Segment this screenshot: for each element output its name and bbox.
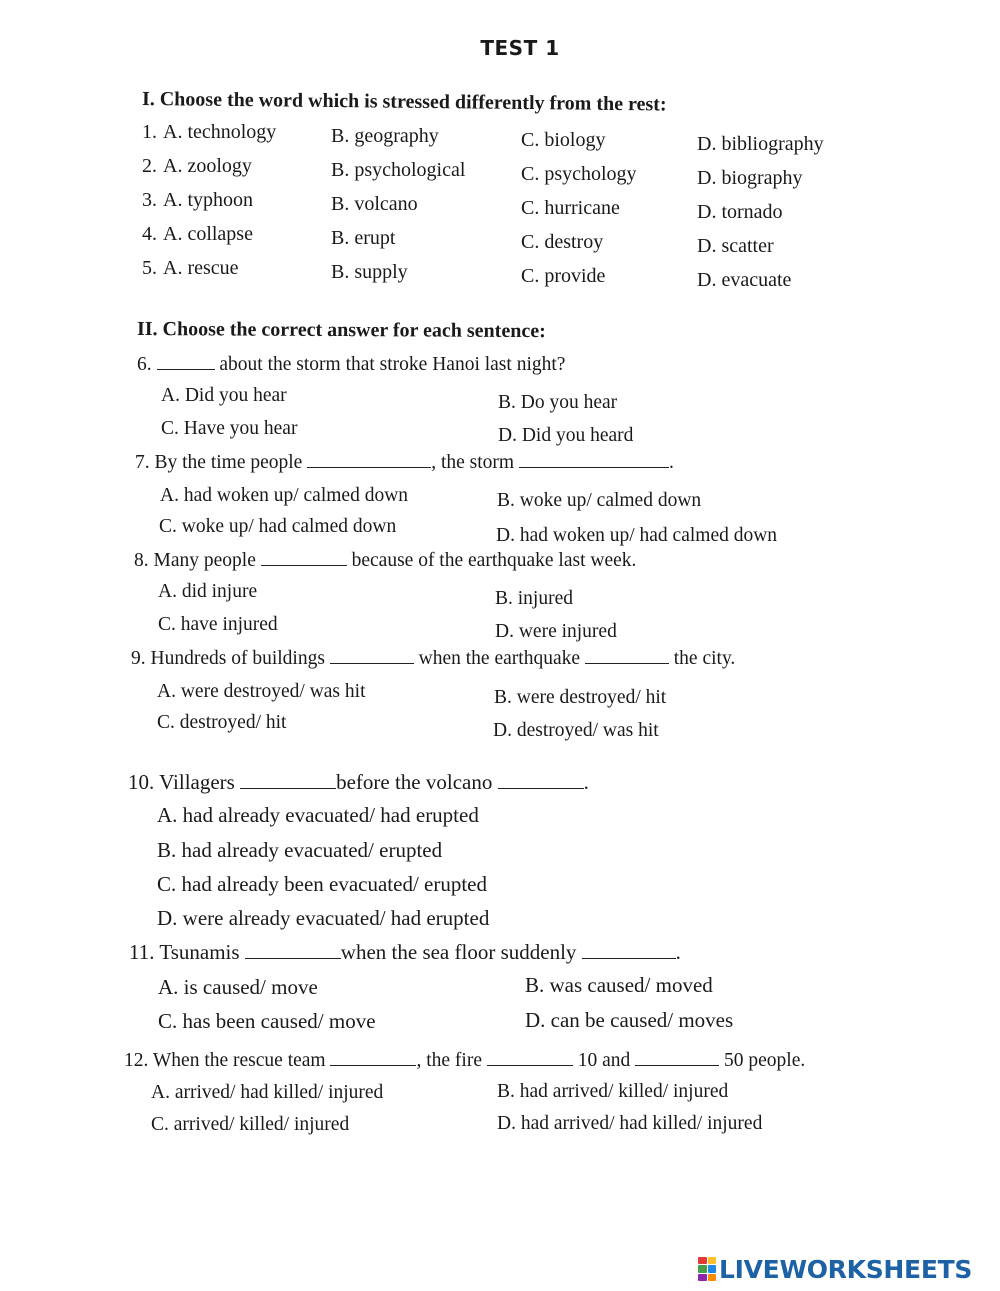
stress-q4-d[interactable]: D. scatter — [697, 235, 774, 257]
stress-q5-num: 5. — [142, 257, 157, 279]
question-8 — [134, 549, 636, 572]
option-8b[interactable]: B. injured — [495, 588, 573, 609]
question-7-text-1: 7. By the time people — [135, 452, 303, 473]
option-9c[interactable]: C. destroyed/ hit — [157, 712, 287, 733]
answer-blank[interactable] — [519, 451, 669, 468]
answer-blank[interactable] — [245, 942, 341, 959]
logo-square — [698, 1265, 707, 1272]
option-7a[interactable]: A. had woken up/ calmed down — [160, 485, 409, 506]
stress-q3-b[interactable]: B. volcano — [331, 193, 418, 215]
stress-q4-c[interactable]: C. destroy — [521, 231, 604, 253]
option-10b[interactable]: B. had already evacuated/ erupted — [157, 838, 443, 862]
option-12a[interactable]: A. arrived/ had killed/ injured — [151, 1082, 384, 1103]
answer-blank[interactable] — [157, 353, 215, 370]
answer-blank[interactable] — [585, 647, 669, 664]
option-12c[interactable]: C. arrived/ killed/ injured — [151, 1114, 350, 1135]
option-10c[interactable]: C. had already been evacuated/ erupted — [157, 872, 488, 896]
stress-q1-c[interactable]: C. biology — [521, 129, 606, 151]
question-12 — [124, 1049, 805, 1072]
stress-q5-a[interactable]: A. rescue — [163, 257, 239, 279]
option-9b[interactable]: B. were destroyed/ hit — [494, 687, 667, 708]
stress-q1-b[interactable]: B. geography — [331, 125, 439, 147]
option-10a[interactable]: A. had already evacuated/ had erupted — [157, 803, 479, 827]
question-11-text-1: 11. Tsunamis — [129, 940, 240, 964]
stress-q5-d[interactable]: D. evacuate — [697, 269, 792, 291]
stress-q2-b[interactable]: B. psychological — [331, 159, 466, 181]
question-12-text-1: 12. When the rescue team — [124, 1050, 326, 1071]
answer-blank[interactable] — [261, 549, 347, 566]
option-6a[interactable]: A. Did you hear — [161, 385, 287, 406]
answer-blank[interactable] — [498, 772, 584, 789]
logo-square — [698, 1274, 707, 1281]
page-title: TEST 1 — [480, 36, 560, 60]
question-6 — [137, 353, 565, 376]
option-8c[interactable]: C. have injured — [158, 614, 278, 635]
option-9d[interactable]: D. destroyed/ was hit — [493, 720, 659, 741]
question-8-text-1: 8. Many people — [134, 550, 256, 571]
logo-square — [708, 1265, 717, 1272]
stress-q2-num: 2. — [142, 155, 157, 177]
stress-q3-d[interactable]: D. tornado — [697, 201, 783, 223]
logo-square — [708, 1274, 717, 1281]
question-6-number: 6. — [137, 354, 152, 375]
stress-q2-a[interactable]: A. zoology — [163, 155, 252, 177]
option-11c[interactable]: C. has been caused/ move — [158, 1009, 376, 1033]
answer-blank[interactable] — [330, 1049, 416, 1066]
option-8d[interactable]: D. were injured — [495, 621, 617, 642]
option-11d[interactable]: D. can be caused/ moves — [525, 1008, 734, 1032]
option-12d[interactable]: D. had arrived/ had killed/ injured — [497, 1113, 763, 1134]
answer-blank[interactable] — [582, 942, 676, 959]
option-9a[interactable]: A. were destroyed/ was hit — [157, 681, 366, 702]
stress-q1-d[interactable]: D. bibliography — [697, 133, 824, 155]
answer-blank[interactable] — [330, 647, 414, 664]
option-8a[interactable]: A. did injure — [158, 581, 258, 602]
option-7b[interactable]: B. woke up/ calmed down — [497, 490, 702, 511]
option-7d[interactable]: D. had woken up/ had calmed down — [496, 525, 778, 546]
answer-blank[interactable] — [240, 772, 336, 789]
answer-blank[interactable] — [635, 1049, 719, 1066]
option-10d[interactable]: D. were already evacuated/ had erupted — [157, 906, 490, 930]
liveworksheets-logo — [698, 1254, 972, 1284]
stress-q3-num: 3. — [142, 189, 157, 211]
option-6c[interactable]: C. Have you hear — [161, 418, 298, 439]
stress-q5-b[interactable]: B. supply — [331, 261, 408, 283]
question-12-text-3: 10 and — [577, 1050, 631, 1071]
answer-blank[interactable] — [307, 451, 431, 468]
question-9 — [131, 647, 735, 670]
question-11-text-2: when the sea floor suddenly — [340, 940, 577, 964]
question-10-text-2: before the volcano — [336, 770, 493, 794]
logo-square — [708, 1257, 717, 1264]
option-11b[interactable]: B. was caused/ moved — [525, 973, 713, 997]
question-8-text-2: because of the earthquake last week. — [351, 550, 637, 571]
option-7c[interactable]: C. woke up/ had calmed down — [159, 516, 397, 537]
option-12b[interactable]: B. had arrived/ killed/ injured — [497, 1081, 729, 1102]
option-6d[interactable]: D. Did you heard — [498, 425, 634, 446]
option-6b[interactable]: B. Do you hear — [498, 392, 618, 413]
logo-square — [698, 1257, 707, 1264]
option-11a[interactable]: A. is caused/ move — [158, 975, 318, 999]
question-10-text-1: 10. Villagers — [128, 770, 235, 794]
question-11-text-3: . — [675, 940, 681, 964]
stress-q3-c[interactable]: C. hurricane — [521, 197, 620, 219]
question-6-text: about the storm that stroke Hanoi last night? — [219, 354, 566, 375]
stress-q3-a[interactable]: A. typhoon — [163, 189, 253, 211]
stress-q2-c[interactable]: C. psychology — [521, 163, 637, 185]
question-9-text-3: the city. — [673, 648, 736, 669]
stress-q4-a[interactable]: A. collapse — [163, 223, 253, 245]
stress-q4-num: 4. — [142, 223, 157, 245]
question-12-text-4: 50 people. — [724, 1050, 806, 1071]
question-11 — [129, 940, 681, 965]
question-10 — [128, 770, 589, 795]
stress-q4-b[interactable]: B. erupt — [331, 227, 396, 249]
question-9-text-2: when the earthquake — [418, 648, 580, 669]
section2-heading: II. Choose the correct answer for each sentence: — [136, 318, 546, 343]
stress-q1-num: 1. — [142, 121, 157, 143]
answer-blank[interactable] — [487, 1049, 573, 1066]
liveworksheets-logo-icon — [698, 1257, 716, 1281]
question-9-text-1: 9. Hundreds of buildings — [131, 648, 325, 669]
logo-text: LIVEWORKSHEETS — [719, 1254, 973, 1284]
question-10-text-3: . — [583, 770, 589, 794]
section1-heading: I. Choose the word which is stressed differently from the rest: — [141, 88, 667, 116]
question-7 — [135, 451, 674, 474]
question-12-text-2: , the fire — [416, 1050, 482, 1071]
question-7-text-2: , the storm — [431, 452, 515, 473]
stress-q1-a[interactable]: A. technology — [163, 121, 277, 143]
stress-q5-c[interactable]: C. provide — [521, 265, 606, 287]
question-7-text-3: . — [668, 452, 674, 473]
stress-q2-d[interactable]: D. biography — [697, 167, 803, 189]
